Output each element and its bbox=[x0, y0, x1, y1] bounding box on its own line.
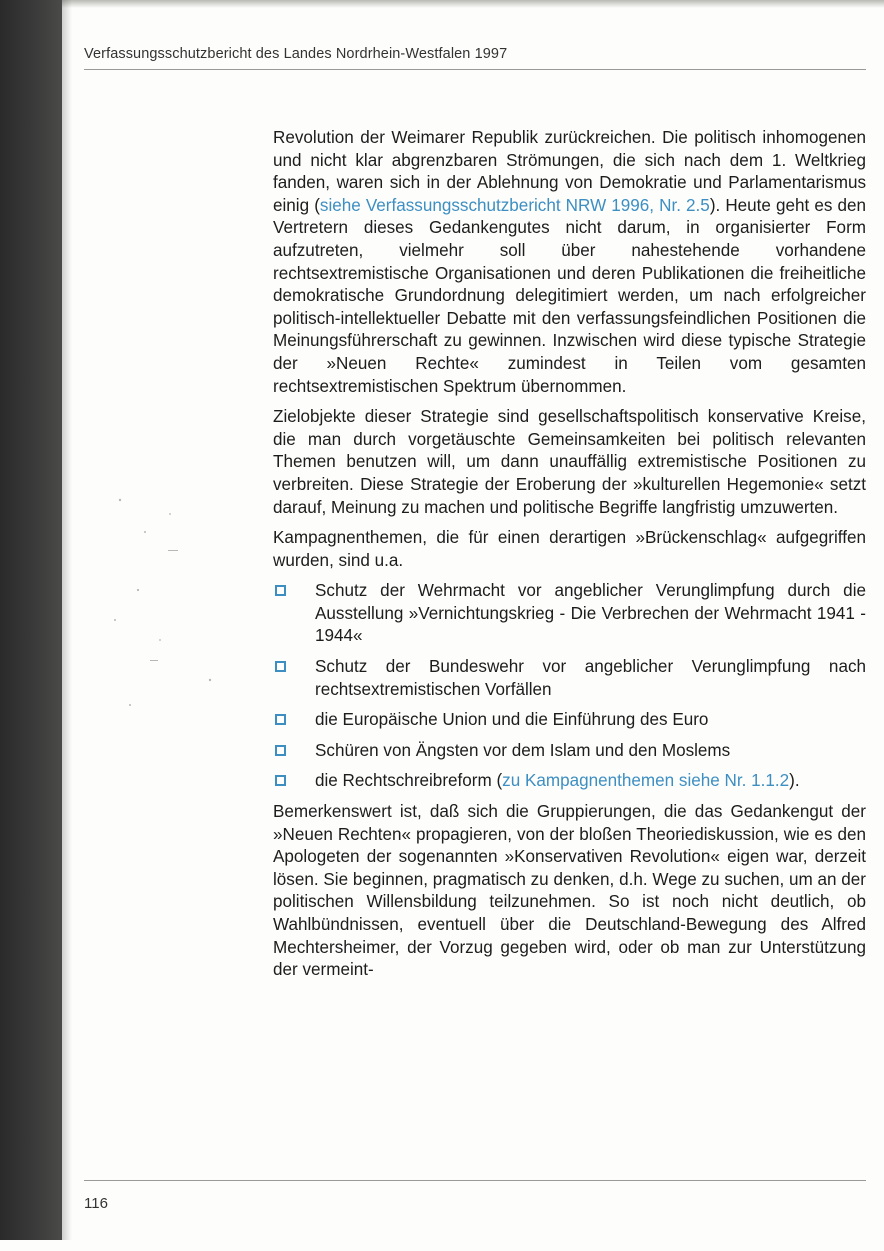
checkbox-bullet-icon bbox=[275, 775, 286, 786]
list-item: die Europäische Union und die Einführung des Euro bbox=[273, 709, 866, 732]
body-text bbox=[273, 127, 866, 990]
header-rule bbox=[84, 69, 866, 70]
cross-reference-link[interactable]: siehe Verfassungsschutzbericht NRW 1996, Nr. 2.5 bbox=[319, 195, 710, 215]
checkbox-bullet-icon bbox=[275, 745, 286, 756]
paragraph-2: Zielobjekte dieser Strategie sind gesellschaftspolitisch konservative Kreise, die man durch vorgetäuschte Gemeinsamkeiten bei politisch relevanten Themen benutzen will, um dann unauffällig extremistische Positionen zu verbreiten. Diese Strategie der Eroberung der »kulturellen Hegemonie« setzt darauf, Meinung zu machen und politische Begriffe langfristig umzuwerten. bbox=[273, 407, 866, 517]
checkbox-bullet-icon bbox=[275, 661, 286, 672]
running-header: Verfassungsschutzbericht des Landes Nordrhein-Westfalen 1997 bbox=[84, 46, 508, 62]
spine-gradient bbox=[62, 0, 72, 1240]
checkbox-bullet-icon bbox=[275, 714, 286, 725]
footer-rule bbox=[84, 1180, 866, 1181]
page-number: 116 bbox=[84, 1195, 108, 1212]
paragraph-1: Revolution der Weimarer Republik zurückreichen. Die politisch inhomogenen und nicht klar abgrenzbaren Strömungen, die sich nach dem 1. Weltkrieg fanden, waren sich in der Ablehnung von Demokratie und Parlamentarismus einig (siehe Verfassungsschutzbericht NRW 1996, Nr. 2.5). Heute geht es den Vertretern dieses Gedankengutes nicht darum, in organisierter Form aufzutreten, vielmehr soll über nahestehende vorhandene rechtsextremistische Organisationen und deren Publikationen die freiheitliche demokratische Grundordnung delegitimiert werden, um nach erfolgreicher politisch-intellektueller Debatte mit den verfassungsfeindlichen Positionen die Meinungsführerschaft zu gewinnen. Inzwischen wird diese typische Strategie der »Neuen Rechte« zumindest in Teilen vom gesamten rechtsextremistischen Spektrum übernommen. bbox=[273, 128, 867, 396]
paragraph-3: Kampagnenthemen, die für einen derartigen »Brückenschlag« aufgegriffen wurden, sind u.a. bbox=[273, 528, 866, 570]
campaign-topics-list bbox=[273, 580, 866, 793]
paragraph-4: Bemerkenswert ist, daß sich die Gruppierungen, die das Gedankengut der »Neuen Rechten« propagieren, von der bloßen Theoriediskussion, wie es den Apologeten der sogenannten »Konservativen Revolution« eigen war, derzeit lösen. Sie beginnen, pragmatisch zu denken, d.h. Wege zu suchen, um an der politischen Willensbildung teilzunehmen. So ist noch nicht deutlich, ob Wahlbündnissen, eventuell über die Deutschland-Bewegung des Alfred Mechtersheimer, der Vorzug gegeben wird, oder ob man zur Unterstützung der vermeint- bbox=[273, 802, 866, 980]
list-item: Schutz der Wehrmacht vor angeblicher Verunglimpfung durch die Ausstellung »Vernichtungskrieg - Die Verbrechen der Wehrmacht 1941 - 1944« bbox=[273, 580, 866, 648]
cross-reference-link[interactable]: zu Kampagnenthemen siehe Nr. 1.1.2 bbox=[502, 771, 790, 791]
list-item: Schüren von Ängsten vor dem Islam und den Moslems bbox=[273, 740, 866, 763]
checkbox-bullet-icon bbox=[275, 585, 286, 596]
list-item: Schutz der Bundeswehr vor angeblicher Verunglimpfung nach rechtsextremistischen Vorfällen bbox=[273, 656, 866, 701]
book-spine-shadow bbox=[0, 0, 62, 1240]
scan-top-edge bbox=[0, 0, 884, 8]
list-item: die Rechtschreibreform (zu Kampagnenthemen siehe Nr. 1.1.2). bbox=[273, 770, 866, 793]
scan-specks bbox=[100, 470, 260, 730]
